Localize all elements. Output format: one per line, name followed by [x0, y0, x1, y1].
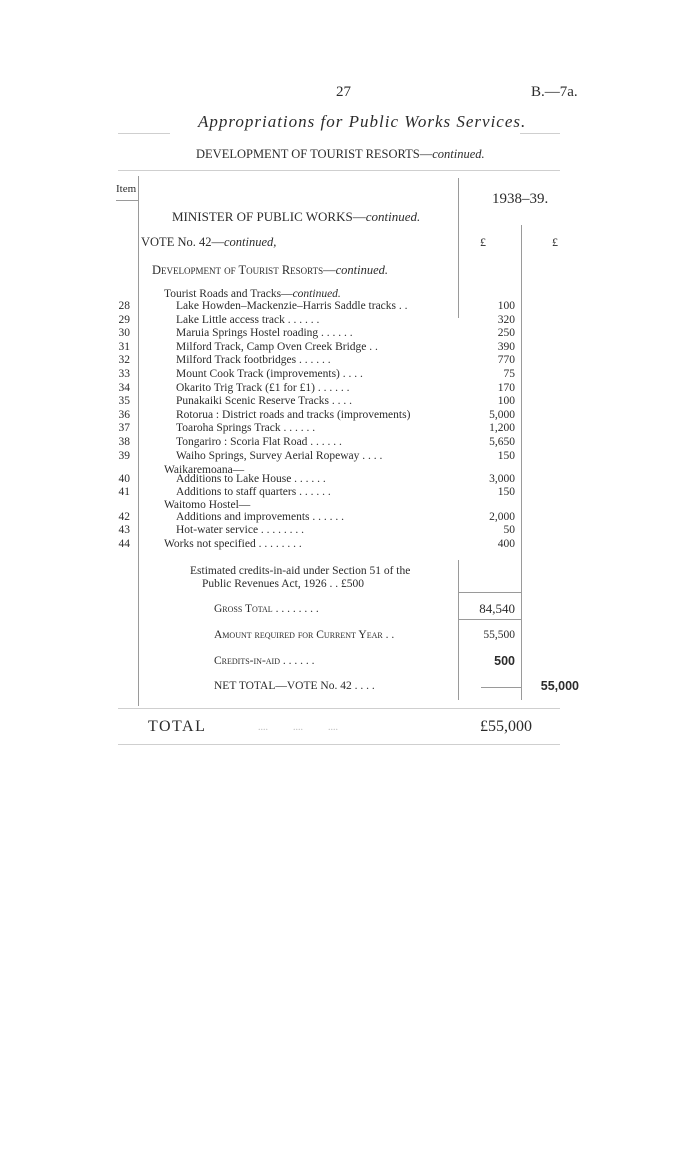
item-number: 39 — [118, 449, 130, 462]
waitomo-heading: Waitomo Hostel— — [164, 499, 251, 511]
item-number: 30 — [118, 327, 130, 340]
amount-column-rule — [458, 178, 459, 318]
item-label: Mount Cook Track (improvements) . . . . — [176, 368, 363, 380]
item-number: 43 — [118, 524, 130, 536]
year-column-header: 1938–39. — [492, 191, 549, 207]
vote-heading — [141, 235, 276, 250]
item-number: 37 — [118, 422, 130, 435]
amount-required-label: Amount required for Current Year . . — [214, 629, 395, 641]
total-column-rule — [521, 225, 522, 700]
item-number: 28 — [118, 300, 130, 312]
item-label: Punakaiki Scenic Reserve Tracks . . . . — [176, 395, 352, 408]
item-amount: 75 — [503, 368, 515, 380]
table-bottom-rule — [118, 708, 560, 709]
item-amount: 5,650 — [489, 436, 515, 448]
item-header-rule — [116, 200, 138, 201]
item-amount: 50 — [503, 524, 515, 536]
item-amount: 170 — [497, 381, 515, 394]
item-number: 40 — [118, 473, 130, 485]
net-total-value: 55,000 — [540, 679, 579, 693]
gross-total-value: 84,540 — [479, 601, 515, 616]
item-number: 41 — [118, 486, 130, 498]
item-label: Lake Howden–Mackenzie–Harris Saddle tracks . . — [176, 300, 408, 312]
item-amount: 250 — [497, 327, 515, 340]
item-amount: 5,000 — [489, 408, 515, 421]
credits-note-line-1: Estimated credits-in-aid under Section 51 of the — [190, 565, 411, 577]
minister-text: MINISTER OF PUBLIC WORKS— — [172, 209, 366, 224]
section-text: Development of Tourist Resorts— — [152, 263, 336, 277]
gross-total-label: Gross Total . . . . . . . . — [214, 603, 319, 615]
divider — [118, 133, 170, 134]
document-reference: B.—7a. — [531, 84, 578, 100]
item-amount: 150 — [497, 486, 515, 498]
item-number: 35 — [118, 395, 130, 408]
item-amount: 1,200 — [489, 422, 515, 435]
subtitle-text: DEVELOPMENT OF TOURIST RESORTS— — [196, 147, 433, 161]
gross-total-rule — [458, 592, 521, 593]
item-column-header: Item — [116, 183, 137, 195]
item-number: 29 — [118, 313, 130, 326]
group-text: Tourist Roads and Tracks— — [164, 288, 293, 300]
section-heading — [152, 263, 388, 278]
item-amount: 770 — [497, 354, 515, 367]
item-number: 44 — [118, 538, 130, 550]
page-subtitle — [196, 147, 485, 162]
section-continued: continued. — [335, 263, 389, 277]
credits-in-aid-label: Credits-in-aid . . . . . . — [214, 655, 315, 667]
item-number: 34 — [118, 381, 130, 394]
item-label: Milford Track, Camp Oven Creek Bridge . . — [176, 340, 378, 353]
item-label: Waiho Springs, Survey Aerial Ropeway . . . . — [176, 449, 383, 462]
item-label: Lake Little access track . . . . . . — [176, 313, 320, 326]
item-amount: 100 — [497, 395, 515, 408]
item-label: Toaroha Springs Track . . . . . . — [176, 422, 316, 435]
net-total-rule — [481, 687, 521, 688]
net-total-label: NET TOTAL—VOTE No. 42 . . . . — [214, 680, 375, 692]
item-amount: 390 — [497, 340, 515, 353]
page-title: Appropriations for Public Works Services. — [198, 112, 527, 131]
item-label: Additions and improvements . . . . . . — [176, 511, 345, 523]
item-label: Rotorua : District roads and tracks (improvements) — [176, 408, 411, 421]
item-amount: 150 — [497, 449, 515, 462]
divider — [118, 744, 560, 745]
minister-heading — [172, 209, 420, 225]
subtitle-continued: continued. — [432, 147, 485, 161]
vote-continued: continued, — [223, 235, 277, 249]
item-label: Additions to Lake House . . . . . . — [176, 473, 326, 485]
currency-symbol: £ — [480, 235, 486, 249]
gross-total-rule — [458, 619, 521, 620]
grand-total-value: £55,000 — [480, 718, 532, 735]
item-column-rule — [138, 176, 139, 706]
item-label: Works not specified . . . . . . . . — [164, 538, 302, 550]
credits-in-aid-value: 500 — [494, 654, 515, 668]
divider — [520, 133, 560, 134]
item-amount: 400 — [497, 538, 515, 550]
item-label: Hot-water service . . . . . . . . — [176, 524, 305, 536]
item-number: 36 — [118, 408, 130, 421]
grand-total-label: TOTAL — [148, 718, 207, 735]
waikaremoana-heading: Waikaremoana— — [164, 464, 245, 476]
page-number: 27 — [336, 84, 351, 100]
group-continued: continued. — [292, 288, 341, 300]
item-label: Tongariro : Scoria Flat Road . . . . . . — [176, 436, 342, 448]
vote-text: VOTE No. 42— — [141, 235, 224, 249]
item-label: Maruia Springs Hostel roading . . . . . . — [176, 327, 353, 340]
amount-required-value: 55,500 — [483, 629, 515, 641]
item-label: Additions to staff quarters . . . . . . — [176, 486, 331, 498]
item-amount: 3,000 — [489, 473, 515, 485]
item-number: 38 — [118, 436, 130, 448]
currency-symbol: £ — [552, 235, 558, 249]
item-amount: 100 — [497, 300, 515, 312]
item-amount: 320 — [497, 313, 515, 326]
item-number: 32 — [118, 354, 130, 367]
group-heading — [164, 288, 341, 300]
divider — [118, 170, 560, 171]
item-amount: 2,000 — [489, 511, 515, 523]
item-label: Okarito Trig Track (£1 for £1) . . . . . . — [176, 381, 350, 394]
item-number: 33 — [118, 368, 130, 380]
minister-continued: continued. — [365, 209, 421, 224]
leader-dots: .... .... .... — [258, 722, 338, 733]
credits-note-line-2: Public Revenues Act, 1926 . . £500 — [202, 578, 364, 590]
item-label: Milford Track footbridges . . . . . . — [176, 354, 331, 367]
item-number: 31 — [118, 340, 130, 353]
item-number: 42 — [118, 511, 130, 523]
